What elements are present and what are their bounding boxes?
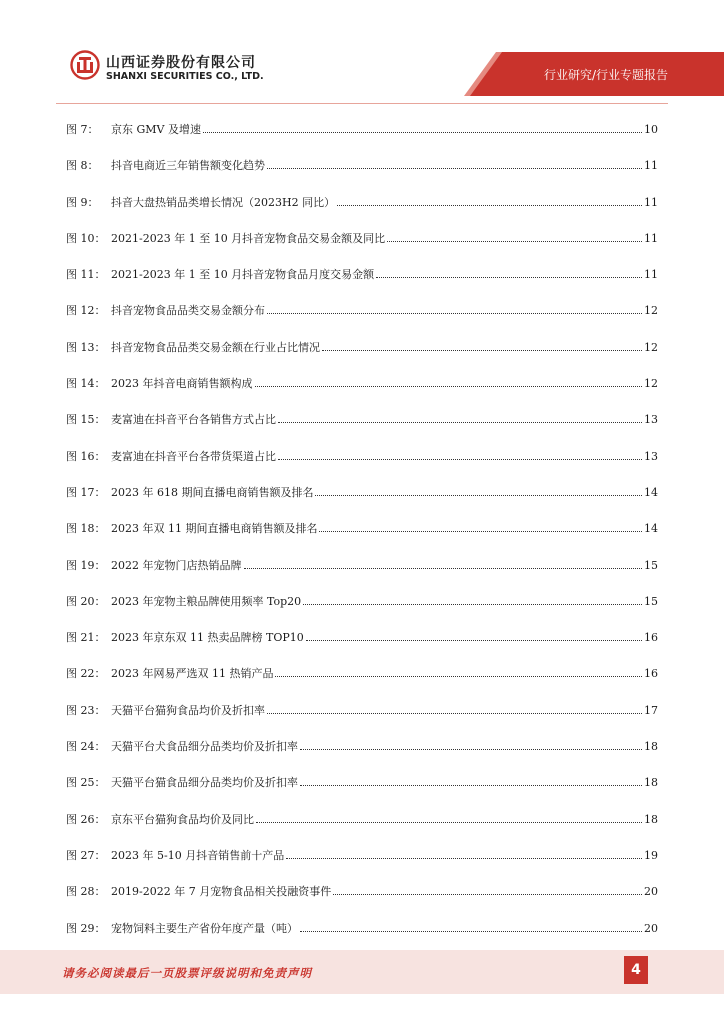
toc-figure-title: 抖音大盘热销品类增长情况（2023H2 同比） xyxy=(111,195,336,209)
toc-leader-dots xyxy=(267,154,642,169)
toc-figure-number: 图 23： xyxy=(66,703,106,717)
toc-entry[interactable] xyxy=(66,445,658,481)
toc-figure-title: 2019-2022 年 7 月宠物食品相关投融资事件 xyxy=(111,885,332,899)
toc-entry[interactable] xyxy=(66,662,658,698)
header-divider xyxy=(56,103,668,104)
company-name-cn: 山西证券股份有限公司 xyxy=(106,55,256,71)
toc-leader-dots xyxy=(322,336,642,351)
toc-figure-title: 2023 年京东双 11 热卖品牌榜 TOP10 xyxy=(111,631,304,645)
toc-figure-title: 天猫平台犬食品细分品类均价及折扣率 xyxy=(111,740,298,754)
toc-page-number: 11 xyxy=(644,231,658,245)
toc-figure-number: 图 29： xyxy=(66,921,106,935)
toc-entry[interactable] xyxy=(66,372,658,408)
toc-figure-title: 京东 GMV 及增速 xyxy=(111,123,201,136)
toc-entry[interactable] xyxy=(66,735,658,771)
toc-figure-number: 图 16： xyxy=(66,449,106,463)
toc-figure-number: 图 24： xyxy=(66,740,106,754)
toc-entry[interactable] xyxy=(66,408,658,444)
toc-page-number: 11 xyxy=(644,195,658,209)
toc-leader-dots xyxy=(267,299,642,314)
toc-entry[interactable] xyxy=(66,554,658,590)
toc-leader-dots xyxy=(286,844,642,859)
toc-page-number: 16 xyxy=(644,631,658,645)
report-category: 行业研究/行业专题报告 xyxy=(543,68,668,82)
toc-page-number: 17 xyxy=(644,703,658,717)
toc-entry[interactable] xyxy=(66,263,658,299)
toc-figure-number: 图 26： xyxy=(66,812,106,826)
toc-page-number: 18 xyxy=(644,776,658,790)
toc-leader-dots xyxy=(303,590,642,605)
toc-entry[interactable] xyxy=(66,917,658,953)
toc-figure-title: 麦富迪在抖音平台各销售方式占比 xyxy=(111,413,276,427)
toc-figure-title: 2023 年 5-10 月抖音销售前十产品 xyxy=(111,848,285,862)
toc-figure-number: 图 10： xyxy=(66,231,106,245)
toc-leader-dots xyxy=(300,771,642,786)
toc-figure-title: 2023 年 618 期间直播电商销售额及排名 xyxy=(111,485,314,499)
toc-page-number: 18 xyxy=(644,812,658,826)
toc-page-number: 20 xyxy=(644,885,658,899)
toc-page-number: 16 xyxy=(644,667,658,681)
toc-leader-dots xyxy=(256,808,642,823)
toc-page-number: 11 xyxy=(644,159,658,173)
toc-figure-number: 图 17： xyxy=(66,485,106,499)
toc-page-number: 14 xyxy=(644,522,658,536)
toc-leader-dots xyxy=(255,372,643,387)
toc-entry[interactable] xyxy=(66,880,658,916)
toc-page-number: 20 xyxy=(644,921,658,935)
toc-figure-number: 图 19： xyxy=(66,558,106,572)
toc-figure-number: 图 14： xyxy=(66,377,106,391)
toc-figure-title: 2023 年网易严选双 11 热销产品 xyxy=(111,667,274,681)
toc-figure-title: 2021-2023 年 1 至 10 月抖音宠物食品交易金额及同比 xyxy=(111,231,386,245)
toc-leader-dots xyxy=(267,699,642,714)
toc-page-number: 19 xyxy=(644,848,658,862)
toc-leader-dots xyxy=(275,662,642,677)
toc-entry[interactable] xyxy=(66,227,658,263)
toc-figure-number: 图 20： xyxy=(66,594,106,608)
toc-figure-number: 图 7： xyxy=(66,123,99,136)
toc-figure-number: 图 18： xyxy=(66,522,106,536)
toc-leader-dots xyxy=(300,735,642,750)
toc-figure-number: 图 28： xyxy=(66,885,106,899)
toc-figure-number: 图 12： xyxy=(66,304,106,318)
toc-entry[interactable] xyxy=(66,154,658,190)
toc-leader-dots xyxy=(333,880,642,895)
toc-entry[interactable] xyxy=(66,299,658,335)
toc-entry[interactable] xyxy=(66,590,658,626)
toc-entry[interactable] xyxy=(66,808,658,844)
toc-leader-dots xyxy=(376,263,642,278)
toc-entry[interactable] xyxy=(66,118,658,154)
toc-figure-title: 抖音宠物食品品类交易金额在行业占比情况 xyxy=(111,340,320,354)
toc-figure-title: 宠物饲料主要生产省份年度产量（吨） xyxy=(111,921,298,935)
toc-leader-dots xyxy=(278,445,642,460)
toc-entry[interactable] xyxy=(66,626,658,662)
toc-page-number: 12 xyxy=(644,340,658,354)
toc-page-number: 10 xyxy=(644,123,658,136)
toc-leader-dots xyxy=(337,191,642,206)
toc-entry[interactable] xyxy=(66,517,658,553)
toc-figure-number: 图 11： xyxy=(66,268,106,282)
company-name-en: SHANXI SECURITIES CO., LTD. xyxy=(106,71,264,82)
toc-entry[interactable] xyxy=(66,191,658,227)
toc-figure-number: 图 25： xyxy=(66,776,106,790)
toc-page-number: 13 xyxy=(644,449,658,463)
toc-leader-dots xyxy=(387,227,642,242)
toc-figure-title: 2021-2023 年 1 至 10 月抖音宠物食品月度交易金额 xyxy=(111,268,375,282)
footer-disclaimer: 请务必阅读最后一页股票评级说明和免责声明 xyxy=(62,966,312,980)
toc-figure-title: 天猫平台猫狗食品均价及折扣率 xyxy=(111,703,265,717)
toc-figure-title: 京东平台猫狗食品均价及同比 xyxy=(111,812,254,826)
toc-page-number: 15 xyxy=(644,594,658,608)
toc-page-number: 12 xyxy=(644,304,658,318)
toc-figure-title: 2023 年双 11 期间直播电商销售额及排名 xyxy=(111,522,318,536)
toc-entry[interactable] xyxy=(66,699,658,735)
toc-leader-dots xyxy=(319,517,642,532)
toc-figure-number: 图 8： xyxy=(66,159,99,173)
toc-entry[interactable] xyxy=(66,844,658,880)
toc-page-number: 18 xyxy=(644,740,658,754)
toc-entry[interactable] xyxy=(66,771,658,807)
figure-list xyxy=(66,118,658,953)
page-header xyxy=(0,0,724,104)
toc-figure-title: 抖音宠物食品品类交易金额分布 xyxy=(111,304,265,318)
toc-page-number: 13 xyxy=(644,413,658,427)
toc-page-number: 12 xyxy=(644,377,658,391)
page-number: 4 xyxy=(624,956,648,984)
toc-leader-dots xyxy=(244,554,643,569)
toc-figure-title: 2022 年宠物门店热销品牌 xyxy=(111,558,242,572)
toc-figure-number: 图 27： xyxy=(66,848,106,862)
toc-figure-title: 2023 年抖音电商销售额构成 xyxy=(111,377,253,391)
toc-figure-number: 图 9： xyxy=(66,195,99,209)
toc-figure-number: 图 15： xyxy=(66,413,106,427)
toc-figure-title: 2023 年宠物主粮品牌使用频率 Top20 xyxy=(111,594,302,608)
toc-leader-dots xyxy=(300,917,642,932)
toc-leader-dots xyxy=(278,408,642,423)
toc-page-number: 11 xyxy=(644,268,658,282)
toc-page-number: 14 xyxy=(644,485,658,499)
toc-figure-title: 天猫平台猫食品细分品类均价及折扣率 xyxy=(111,776,298,790)
toc-page-number: 15 xyxy=(644,558,658,572)
toc-figure-title: 麦富迪在抖音平台各带货渠道占比 xyxy=(111,449,276,463)
toc-entry[interactable] xyxy=(66,481,658,517)
toc-leader-dots xyxy=(203,118,642,133)
toc-figure-number: 图 13： xyxy=(66,340,106,354)
toc-figure-title: 抖音电商近三年销售额变化趋势 xyxy=(111,159,265,173)
toc-figure-number: 图 21： xyxy=(66,631,106,645)
toc-figure-number: 图 22： xyxy=(66,667,106,681)
toc-leader-dots xyxy=(306,626,642,641)
toc-leader-dots xyxy=(315,481,642,496)
toc-entry[interactable] xyxy=(66,336,658,372)
